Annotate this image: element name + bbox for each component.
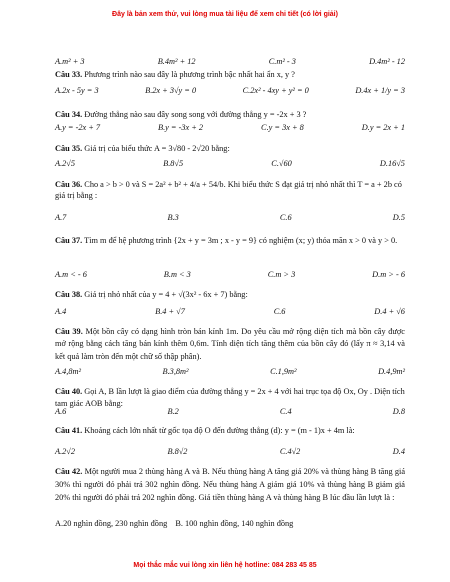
question-text: Một người mua 2 thùng hàng A và B. Nếu thùng hàng A tăng giá 20% và thùng hàng B tăng giá 30% thì người đó phải trả 302 nghìn đồng. Nếu thùng hàng A giảm giá 10% và thùng hàng B giảm giá 20% thì người đó phải trả 202 nghìn đồng. Giá tiền thùng hàng A và thùng hàng B lúc đầu lần lượt là : — [55, 467, 406, 502]
option-b: B.2x + 3√y = 0 — [145, 86, 197, 95]
question-label: Câu 35. — [55, 144, 83, 153]
options-row — [55, 160, 415, 168]
question-text: Khoảng cách lớn nhất từ gốc tọa độ O đến đường thẳng (d): y = (m - 1)x + 4m là: — [84, 426, 355, 435]
question-text: Phương trình nào sau đây là phương trình bậc nhất hai ẩn x, y ? — [84, 70, 295, 79]
option-d: D.4,9m² — [378, 367, 405, 376]
option-b: B.m < 3 — [163, 270, 191, 279]
option-c: C.√60 — [271, 159, 292, 168]
question-40 — [55, 386, 405, 409]
options-row — [55, 448, 415, 456]
option-c: C.m² - 3 — [268, 57, 296, 66]
options-row — [55, 520, 405, 528]
option-c: C.2x² - 4xy + y² = 0 — [242, 86, 309, 95]
option-a: A.2√2 — [55, 447, 75, 456]
question-label: Câu 36. — [55, 180, 83, 189]
option-b: B.8√2 — [167, 447, 188, 456]
option-c: C.y = 3x + 8 — [261, 123, 304, 132]
question-label: Câu 37. — [55, 236, 83, 245]
option-b: B.2 — [167, 407, 179, 416]
option-d: D.y = 2x + 1 — [361, 123, 405, 132]
option-b: B.y = -3x + 2 — [158, 123, 204, 132]
options-row — [55, 368, 415, 376]
option-d: D.4 + √6 — [374, 307, 405, 316]
option-c: C.4 — [279, 407, 292, 416]
option-c: C.m > 3 — [267, 270, 296, 279]
option-c: C.4√2 — [279, 447, 301, 456]
option-a: A.m² + 3 — [55, 57, 85, 66]
question-text: Một bồn cây có dạng hình tròn bán kính 1m. Do yêu cầu mở rộng diện tích mà bồn cây được mở rộng bằng cách tăng bán kính thêm 0,6m. Tính diện tích tăng thêm của bồn cây đó (lấy π ≈ 3,14 và kết quả làm tròn đến một chữ số thập phân). — [55, 327, 405, 361]
option-d: D.16√5 — [379, 159, 405, 168]
options-row — [55, 271, 415, 279]
question-42 — [55, 466, 405, 505]
footer-notice: Mọi thắc mắc vui lòng xin liên hệ hotline: 084 283 45 85 — [133, 562, 317, 569]
option-a: A.4 — [55, 307, 67, 316]
option-b: B. 100 nghìn đồng, 140 nghìn đồng — [175, 519, 294, 528]
question-38 — [55, 291, 405, 299]
question-39 — [55, 326, 405, 363]
question-label: Câu 34. — [55, 110, 83, 119]
question-label: Câu 42. — [55, 467, 83, 476]
options-row — [55, 87, 415, 95]
option-a: A.2x - 5y = 3 — [55, 86, 99, 95]
option-c: C.6 — [279, 213, 292, 222]
option-a: A.y = -2x + 7 — [55, 123, 101, 132]
question-text: Cho a > b > 0 và S = 2a² + b² + 4/a + 54/b. Khi biểu thức S đạt giá trị nhỏ nhất thì T = a + 2b có giá trị bằng : — [55, 180, 402, 200]
option-b: B.3,8m² — [162, 367, 189, 376]
header-notice: Đây là bản xem thử, vui lòng mua tài liệu để xem chi tiết (có lời giải) — [112, 11, 338, 18]
option-a: A.4,8m² — [55, 367, 81, 376]
option-d: D.4 — [392, 447, 405, 456]
option-a: A.20 nghìn đồng, 230 nghìn đồng — [55, 519, 168, 528]
question-text: Đường thẳng nào sau đây song song với đường thẳng y = -2x + 3 ? — [84, 110, 307, 119]
option-d: D.4x + 1/y = 3 — [355, 86, 405, 95]
option-a: A.6 — [55, 407, 67, 416]
options-row — [55, 124, 415, 132]
question-label: Câu 33. — [55, 70, 83, 79]
option-a: A.m < - 6 — [55, 270, 87, 279]
question-label: Câu 40. — [55, 387, 83, 396]
options-row — [55, 214, 415, 222]
options-row — [55, 58, 415, 66]
question-36 — [55, 180, 405, 202]
option-d: D.5 — [392, 213, 405, 222]
option-c: C.6 — [273, 307, 286, 316]
question-text: Tìm m để hệ phương trình {2x + y = 3m ; x - y = 9} có nghiệm (x; y) thỏa mãn x > 0 và y > 0. — [84, 236, 398, 245]
question-label: Câu 38. — [55, 290, 83, 299]
option-d: D.4m² - 12 — [369, 57, 405, 66]
question-37 — [55, 236, 405, 247]
question-34 — [55, 111, 405, 119]
question-33 — [55, 71, 405, 79]
option-b: B.4 + √7 — [155, 307, 185, 316]
option-c: C.1,9m² — [270, 367, 297, 376]
option-a: A.7 — [55, 213, 67, 222]
options-row — [55, 408, 415, 416]
option-d: D.8 — [392, 407, 405, 416]
option-b: B.8√5 — [163, 159, 184, 168]
question-text: Giá trị của biểu thức A = 3√80 - 2√20 bằng: — [84, 144, 230, 153]
question-text: Gọi A, B lần lượt là giao điểm của đường thẳng y = 2x + 4 với hai trục tọa độ Ox, Oy . Diện tích tam giác AOB bằng: — [55, 387, 405, 408]
question-text: Giá trị nhỏ nhất của y = 4 + √(3x² - 6x + 7) bằng: — [84, 290, 248, 299]
option-b: B.3 — [167, 213, 179, 222]
question-35 — [55, 145, 405, 153]
question-label: Câu 41. — [55, 426, 83, 435]
option-b: B.4m² + 12 — [157, 57, 196, 66]
question-41 — [55, 425, 405, 437]
question-label: Câu 39. — [55, 327, 83, 336]
option-d: D.m > - 6 — [372, 270, 405, 279]
option-a: A.2√5 — [55, 159, 75, 168]
options-row — [55, 308, 415, 316]
